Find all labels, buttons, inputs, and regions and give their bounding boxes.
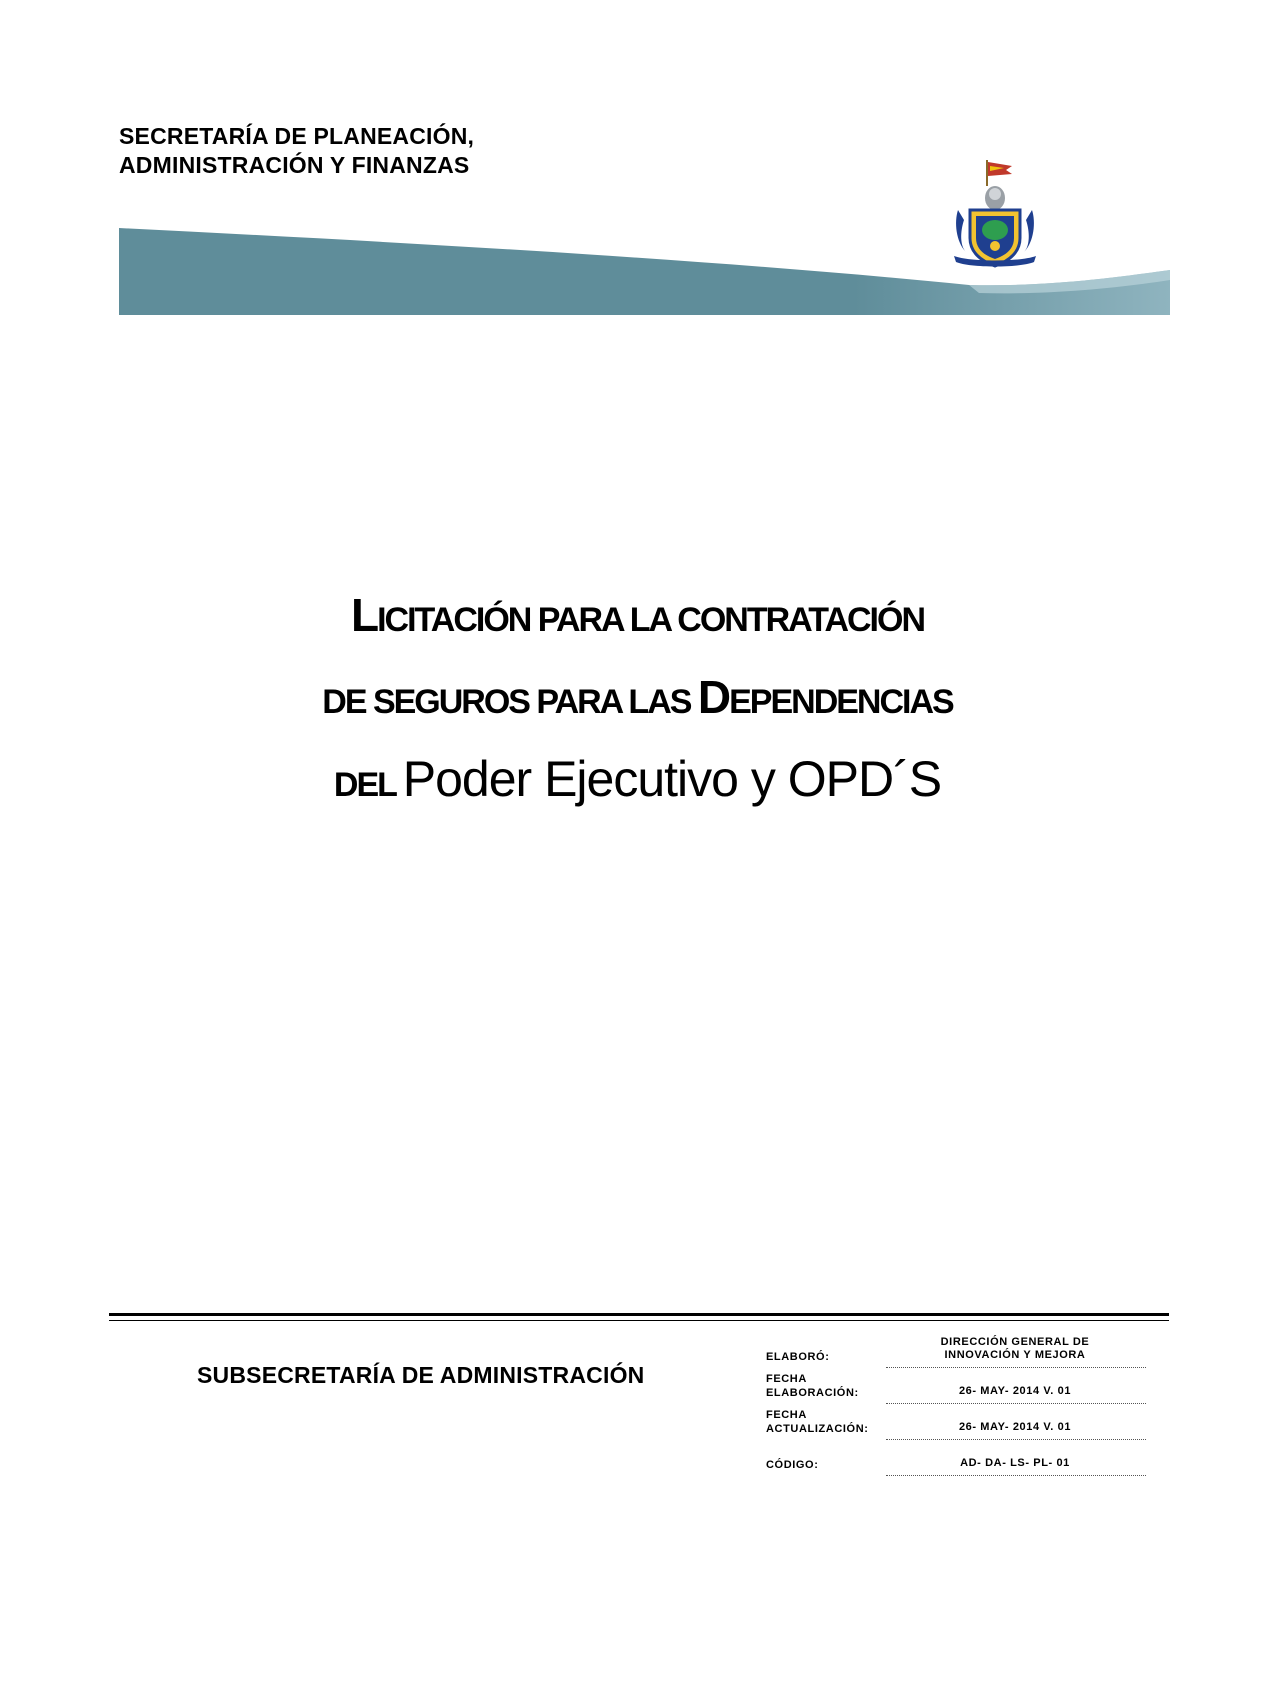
metadata-label: FECHA ELABORACIÓN: — [766, 1373, 859, 1399]
document-metadata-table — [766, 1332, 1146, 1476]
document-title — [0, 580, 1275, 827]
metadata-row-elaboro — [766, 1332, 1146, 1368]
title-line1-rest: ICITACIÓN PARA LA CONTRATACIÓN — [377, 601, 924, 639]
metadata-value: 26- MAY- 2014 V. 01 — [958, 1421, 1072, 1433]
metadata-row-codigo — [766, 1440, 1146, 1476]
metadata-value: DIRECCIÓN GENERAL DE INNOVACIÓN Y MEJORA — [940, 1336, 1090, 1361]
title-line1-initial: L — [350, 589, 378, 641]
metadata-label: ELABORÓ: — [766, 1351, 830, 1363]
title-line3-start: DEL — [333, 766, 403, 804]
organization-name-line2: ADMINISTRACIÓN Y FINANZAS — [119, 152, 470, 178]
title-line-1 — [0, 580, 1275, 662]
coat-of-arms-emblem — [950, 158, 1040, 270]
department-name: SUBSECRETARÍA DE ADMINISTRACIÓN — [197, 1362, 645, 1388]
title-line-3 — [0, 744, 1275, 827]
organization-header — [119, 122, 474, 180]
title-line2-rest: EPENDENCIAS — [729, 683, 953, 721]
metadata-row-fecha-actualizacion — [766, 1404, 1146, 1440]
metadata-row-fecha-elaboracion — [766, 1368, 1146, 1404]
title-line2-initial: D — [697, 671, 730, 723]
title-line2-start: DE SEGUROS PARA LAS — [322, 683, 698, 721]
footer-divider-thick — [109, 1313, 1169, 1316]
metadata-label: FECHA ACTUALIZACIÓN: — [766, 1409, 869, 1435]
organization-name-line1: SECRETARÍA DE PLANEACIÓN, — [119, 123, 475, 149]
title-line3-rest: Poder Ejecutivo y OPD´S — [402, 751, 942, 807]
metadata-dotted-rule — [886, 1475, 1146, 1476]
metadata-value: 26- MAY- 2014 V. 01 — [958, 1385, 1072, 1397]
metadata-value: AD- DA- LS- PL- 01 — [960, 1457, 1070, 1469]
title-line-2 — [0, 662, 1275, 744]
metadata-label: CÓDIGO: — [766, 1459, 819, 1471]
footer-divider-thin — [109, 1320, 1169, 1321]
